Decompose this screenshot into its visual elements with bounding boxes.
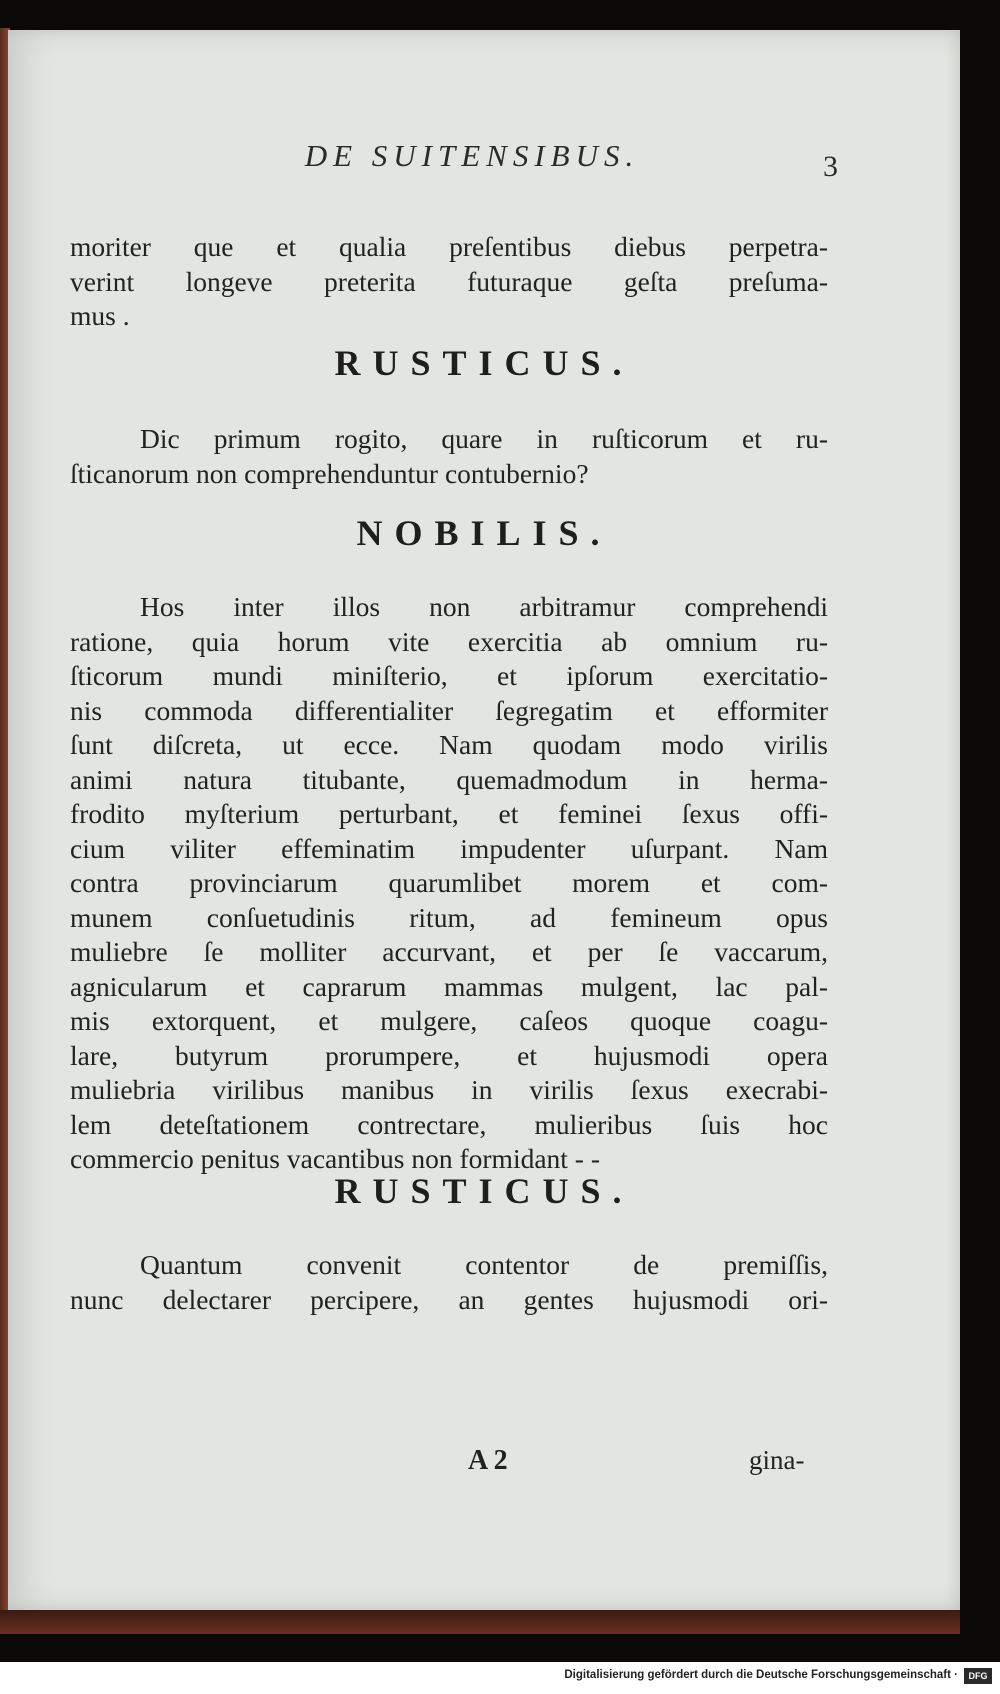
text-line: ſticorum mundi miniſterio, et ipſorum exercitatio- xyxy=(70,660,828,691)
text-line: nis commoda differentialiter ſegregatim et efformiter xyxy=(70,694,828,726)
question-paragraph xyxy=(70,422,828,491)
text-line: moriter que et qualia preſentibus diebus perpetra- xyxy=(70,231,828,262)
text-line: commercio penitus vacantibus non formidant - - xyxy=(70,1143,600,1174)
running-head-title: DE SUITENSIBUS. xyxy=(304,138,640,173)
text-line: Quantum convenit contentor de premiſſis, xyxy=(140,1249,828,1280)
running-head xyxy=(8,138,960,174)
book-page xyxy=(8,30,960,1610)
text-line: munem conſuetudinis ritum, ad femineum opus xyxy=(70,901,828,933)
answer-paragraph xyxy=(70,590,828,1177)
speaker-heading-rusticus: RUSTICUS. xyxy=(334,1171,634,1211)
text-line: nunc delectarer percipere, an gentes hujusmodi ori- xyxy=(70,1283,828,1315)
text-line: Dic primum rogito, quare in ruſticorum et ru- xyxy=(140,423,828,454)
text-line: agnicularum et caprarum mammas mulgent, lac pal- xyxy=(70,970,828,1002)
signature-mark: A 2 xyxy=(468,1445,508,1476)
footer-bar xyxy=(0,1662,1000,1694)
text-line: contra provinciarum quarumlibet morem et com- xyxy=(70,867,828,898)
footer-credit: Digitalisierung gefördert durch die Deutsche Forschungsgemeinschaft · xyxy=(564,1669,958,1681)
text-line: verint longeve preterita futuraque geſta preſuma- xyxy=(70,265,828,297)
catchword: gina- xyxy=(749,1445,805,1475)
speaker-heading-nobilis: NOBILIS. xyxy=(356,513,612,553)
text-line: cium viliter effeminatim impudenter uſurpant. Nam xyxy=(70,832,828,864)
text-line: muliebria virilibus manibus in virilis ſexus execrabi- xyxy=(70,1074,828,1105)
speaker-heading-rusticus: RUSTICUS. xyxy=(334,343,634,383)
text-line: ſunt diſcreta, ut ecce. Nam quodam modo virilis xyxy=(70,729,828,760)
text-line: lare, butyrum prorumpere, et hujusmodi opera xyxy=(70,1039,828,1071)
text-line: lem deteſtationem contrectare, mulieribus ſuis hoc xyxy=(70,1108,828,1140)
text-line: muliebre ſe molliter accurvant, et per ſe vaccarum, xyxy=(70,936,828,967)
text-line: mis extorquent, et mulgere, caſeos quoque coagu- xyxy=(70,1005,828,1036)
question-paragraph xyxy=(70,1248,828,1317)
text-line: animi natura titubante, quemadmodum in herma- xyxy=(70,763,828,795)
text-line: mus . xyxy=(70,300,130,331)
text-line: Hos inter illos non arbitramur comprehendi xyxy=(140,591,828,622)
text-line: frodito myſterium perturbant, et feminei ſexus offi- xyxy=(70,798,828,829)
page-number: 3 xyxy=(823,150,838,183)
continuation-paragraph xyxy=(70,230,828,334)
text-line: ratione, quia horum vite exercitia ab omnium ru- xyxy=(70,625,828,657)
dfg-logo: DFG xyxy=(964,1668,992,1684)
text-line: ſticanorum non comprehenduntur contubernio? xyxy=(70,457,589,489)
book-bottom-edge xyxy=(0,1610,960,1634)
